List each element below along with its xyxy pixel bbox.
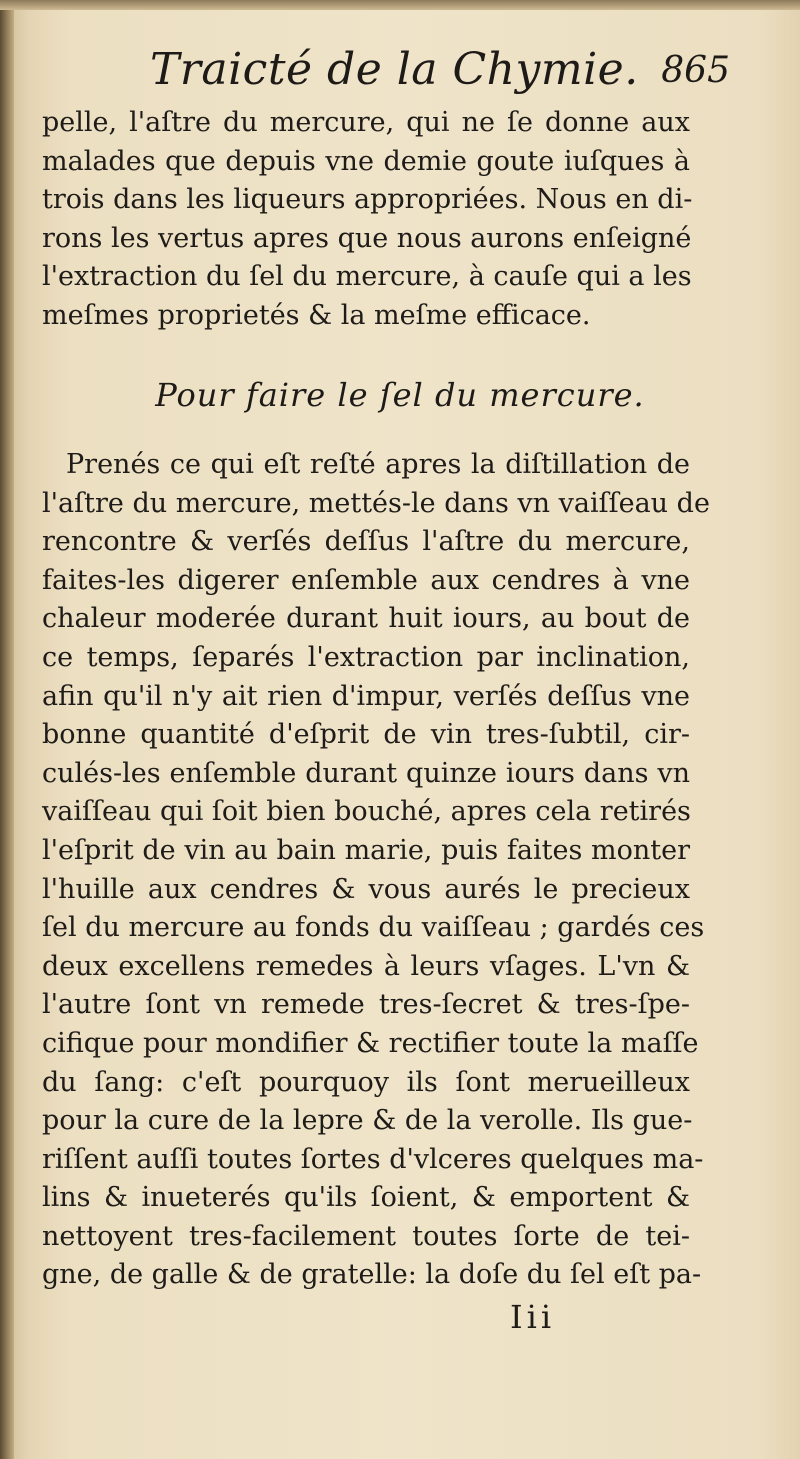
text-line: vaiſſeau qui ſoit bien bouché, apres cela retirés (42, 796, 691, 828)
paragraph-1 (42, 104, 693, 336)
running-title: Traicté de la Chymie. (150, 44, 639, 95)
text-line: culés-les enſemble durant quinze iours dans vn (42, 757, 690, 789)
text-line: rencontre & verſés deſſus l'aſtre du mercure, (42, 526, 690, 558)
text-line: deux excellens remedes à leurs vſages. L'vn & (42, 950, 690, 982)
text-line: chaleur moderée durant huit iours, au bout de (42, 603, 690, 635)
text-line: meſmes proprietés & la meſme efficace. (42, 299, 591, 331)
text-line: nettoyent tres-facilement toutes ſorte de tei- (42, 1220, 690, 1252)
text-line: l'extraction du ſel du mercure, à cauſe qui a les (42, 261, 692, 293)
text-line: faites-les digerer enſemble aux cendres à vne (42, 564, 690, 596)
text-line: gne, de galle & de gratelle: la doſe du ſel eſt pa- (42, 1259, 702, 1291)
text-line: malades que depuis vne demie goute iuſques à (42, 145, 690, 177)
text-line: lins & inueterés qu'ils ſoient, & emportent & (42, 1182, 690, 1214)
text-line: l'aſtre du mercure, mettés-le dans vn vaiſſeau de (42, 487, 710, 519)
text-line: l'eſprit de vin au bain marie, puis faites monter (42, 834, 690, 866)
text-line: pour la cure de la lepre & de la verolle. Ils gue- (42, 1105, 693, 1137)
text-line: ce temps, ſeparés l'extraction par inclination, (42, 641, 690, 673)
text-line: Prenés ce qui eſt reſté apres la diſtillation de (66, 449, 690, 480)
text-line: l'huille aux cendres & vous aurés le precieux (42, 873, 690, 905)
text-line: afin qu'il n'y ait rien d'impur, verſés deſſus vne (42, 680, 690, 712)
text-line: pelle, l'aſtre du mercure, qui ne ſe donne aux (42, 107, 690, 138)
signature-mark: Iii (510, 1298, 556, 1336)
text-line: rons les vertus apres que nous aurons enſeigné (42, 222, 692, 254)
binding-edge (0, 0, 14, 1459)
text-line: bonne quantité d'eſprit de vin tres-ſubtil, cir- (42, 719, 690, 751)
text-line: riſſent auſſi toutes ſortes d'vlceres quelques ma- (42, 1143, 704, 1175)
section-heading: Pour faire le ſel du mercure. (155, 376, 645, 414)
text-line: cifique pour mondifier & rectifier toute la maſſe (42, 1027, 699, 1059)
page-number: 865 (661, 50, 730, 91)
paragraph-2 (42, 446, 710, 1295)
top-edge (0, 0, 800, 10)
text-line: trois dans les liqueurs appropriées. Nous en di- (42, 184, 693, 216)
running-head (40, 44, 730, 100)
text-line: ſel du mercure au fonds du vaiſſeau ; gardés ces (42, 912, 705, 944)
text-line: l'autre ſont vn remede tres-ſecret & tres-ſpe- (42, 989, 690, 1021)
text-line: du ſang: c'eſt pourquoy ils ſont merueilleux (42, 1066, 690, 1098)
